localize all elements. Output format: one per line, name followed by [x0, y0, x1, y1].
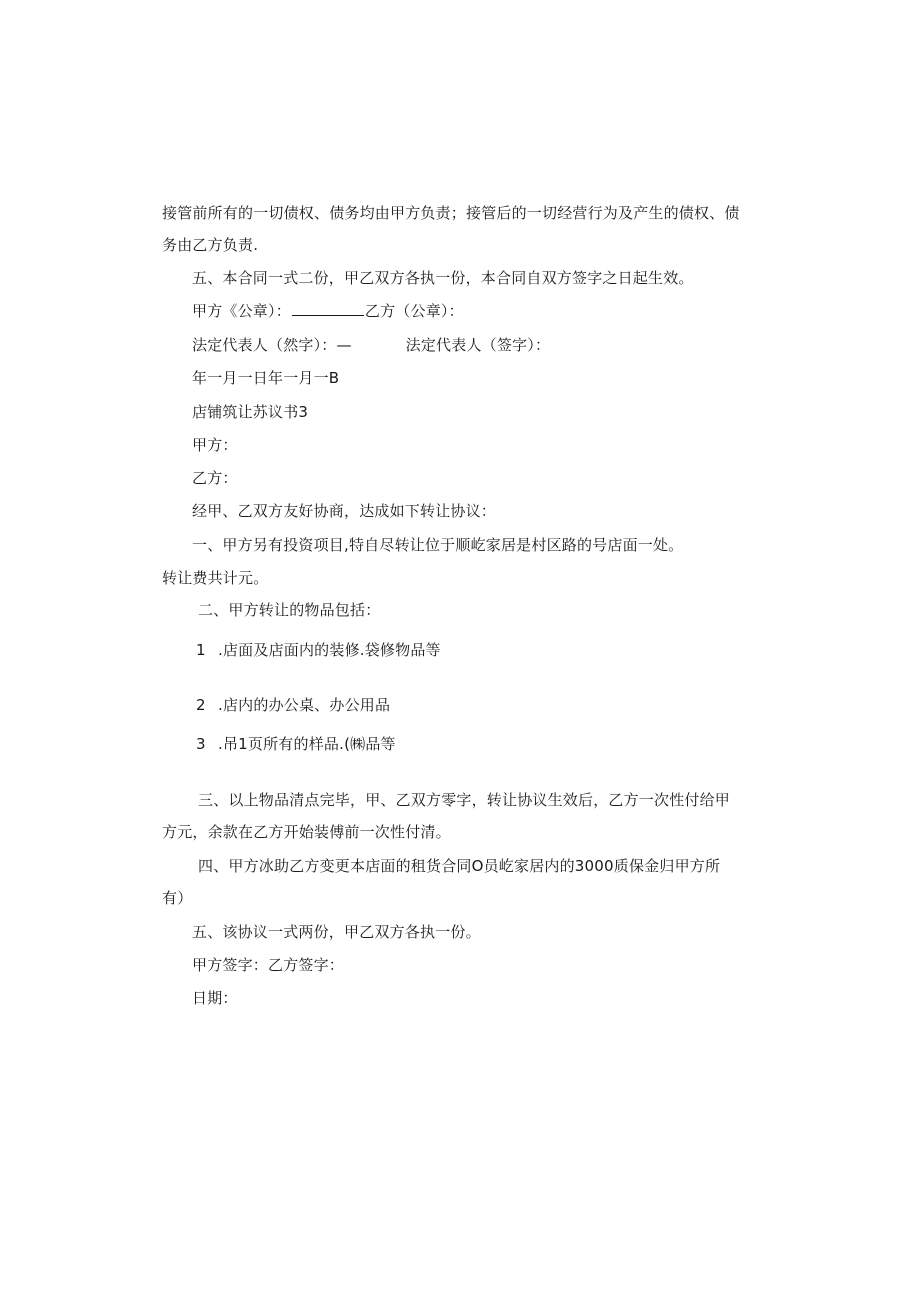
list-item-number: 2: [196, 696, 206, 714]
legal-rep-line: [192, 335, 550, 355]
document-title: 店铺筑让苏议书3: [192, 403, 309, 421]
list-item-number: 3: [196, 735, 206, 753]
list-item-number: 1: [196, 641, 206, 659]
party-a-legal-rep-label: 法定代表人（然字）：—: [192, 336, 352, 354]
clause-three: 三、以上物品清点完毕，甲、乙双方零字，转让协议生效后，乙方一次性付给甲: [198, 791, 731, 809]
party-a-seal-label: 甲方《公章）：: [192, 302, 291, 320]
clause-two: 二、甲方转让的物品包括：: [198, 601, 381, 619]
list-item: [196, 734, 396, 754]
clause-five-effective: 五、本合同一式二份，甲乙双方各执一份，本合同自双方签字之日起生效。: [192, 269, 694, 287]
list-item-text: .吊1页所有的样品.(㈱品等: [218, 735, 396, 753]
date-label: 日期：: [192, 989, 238, 1007]
agreement-intro: 经甲、乙双方友好协商，达成如下转让协议：: [192, 502, 497, 520]
date-line: 年一月一日年一月一B: [192, 369, 340, 387]
party-seal-line: [192, 301, 464, 321]
clause-five-copies: 五、该协议一式两份，甲乙双方各执一份。: [192, 923, 481, 941]
paragraph-line: 接管前所有的一切债权、债务均由甲方负责；接管后的一切经营行为及产生的债权、债: [162, 204, 740, 222]
clause-four: 四、甲方冰助乙方变更本店面的租货合同O员屹家居内的3000质保金归甲方所: [198, 857, 721, 875]
signature-line: 甲方签字：乙方签字：: [192, 956, 345, 974]
signature-blank: [292, 301, 364, 316]
transfer-fee: 转让费共计元。: [162, 569, 269, 587]
list-item: [196, 640, 441, 660]
clause-three-cont: 方元，余款在乙方开始装傅前一次性付清。: [162, 823, 451, 841]
list-item: [196, 695, 390, 715]
paragraph-line: 务由乙方负责.: [162, 236, 259, 254]
clause-four-cont: 有）: [162, 889, 193, 907]
party-b-label: 乙方：: [192, 469, 238, 487]
party-b-legal-rep-label: 法定代表人（签字）：: [405, 336, 551, 354]
party-b-seal-label: 乙方（公章）：: [364, 302, 464, 320]
party-a-label: 甲方：: [192, 436, 238, 454]
clause-one: 一、甲方另有投资项目,特自尽转让位于顺屹家居是村区路的号店面一处。: [192, 536, 684, 554]
list-item-text: .店面及店面内的装修.袋修物品等: [218, 641, 441, 659]
list-item-text: .店内的办公桌、办公用品: [218, 696, 391, 714]
